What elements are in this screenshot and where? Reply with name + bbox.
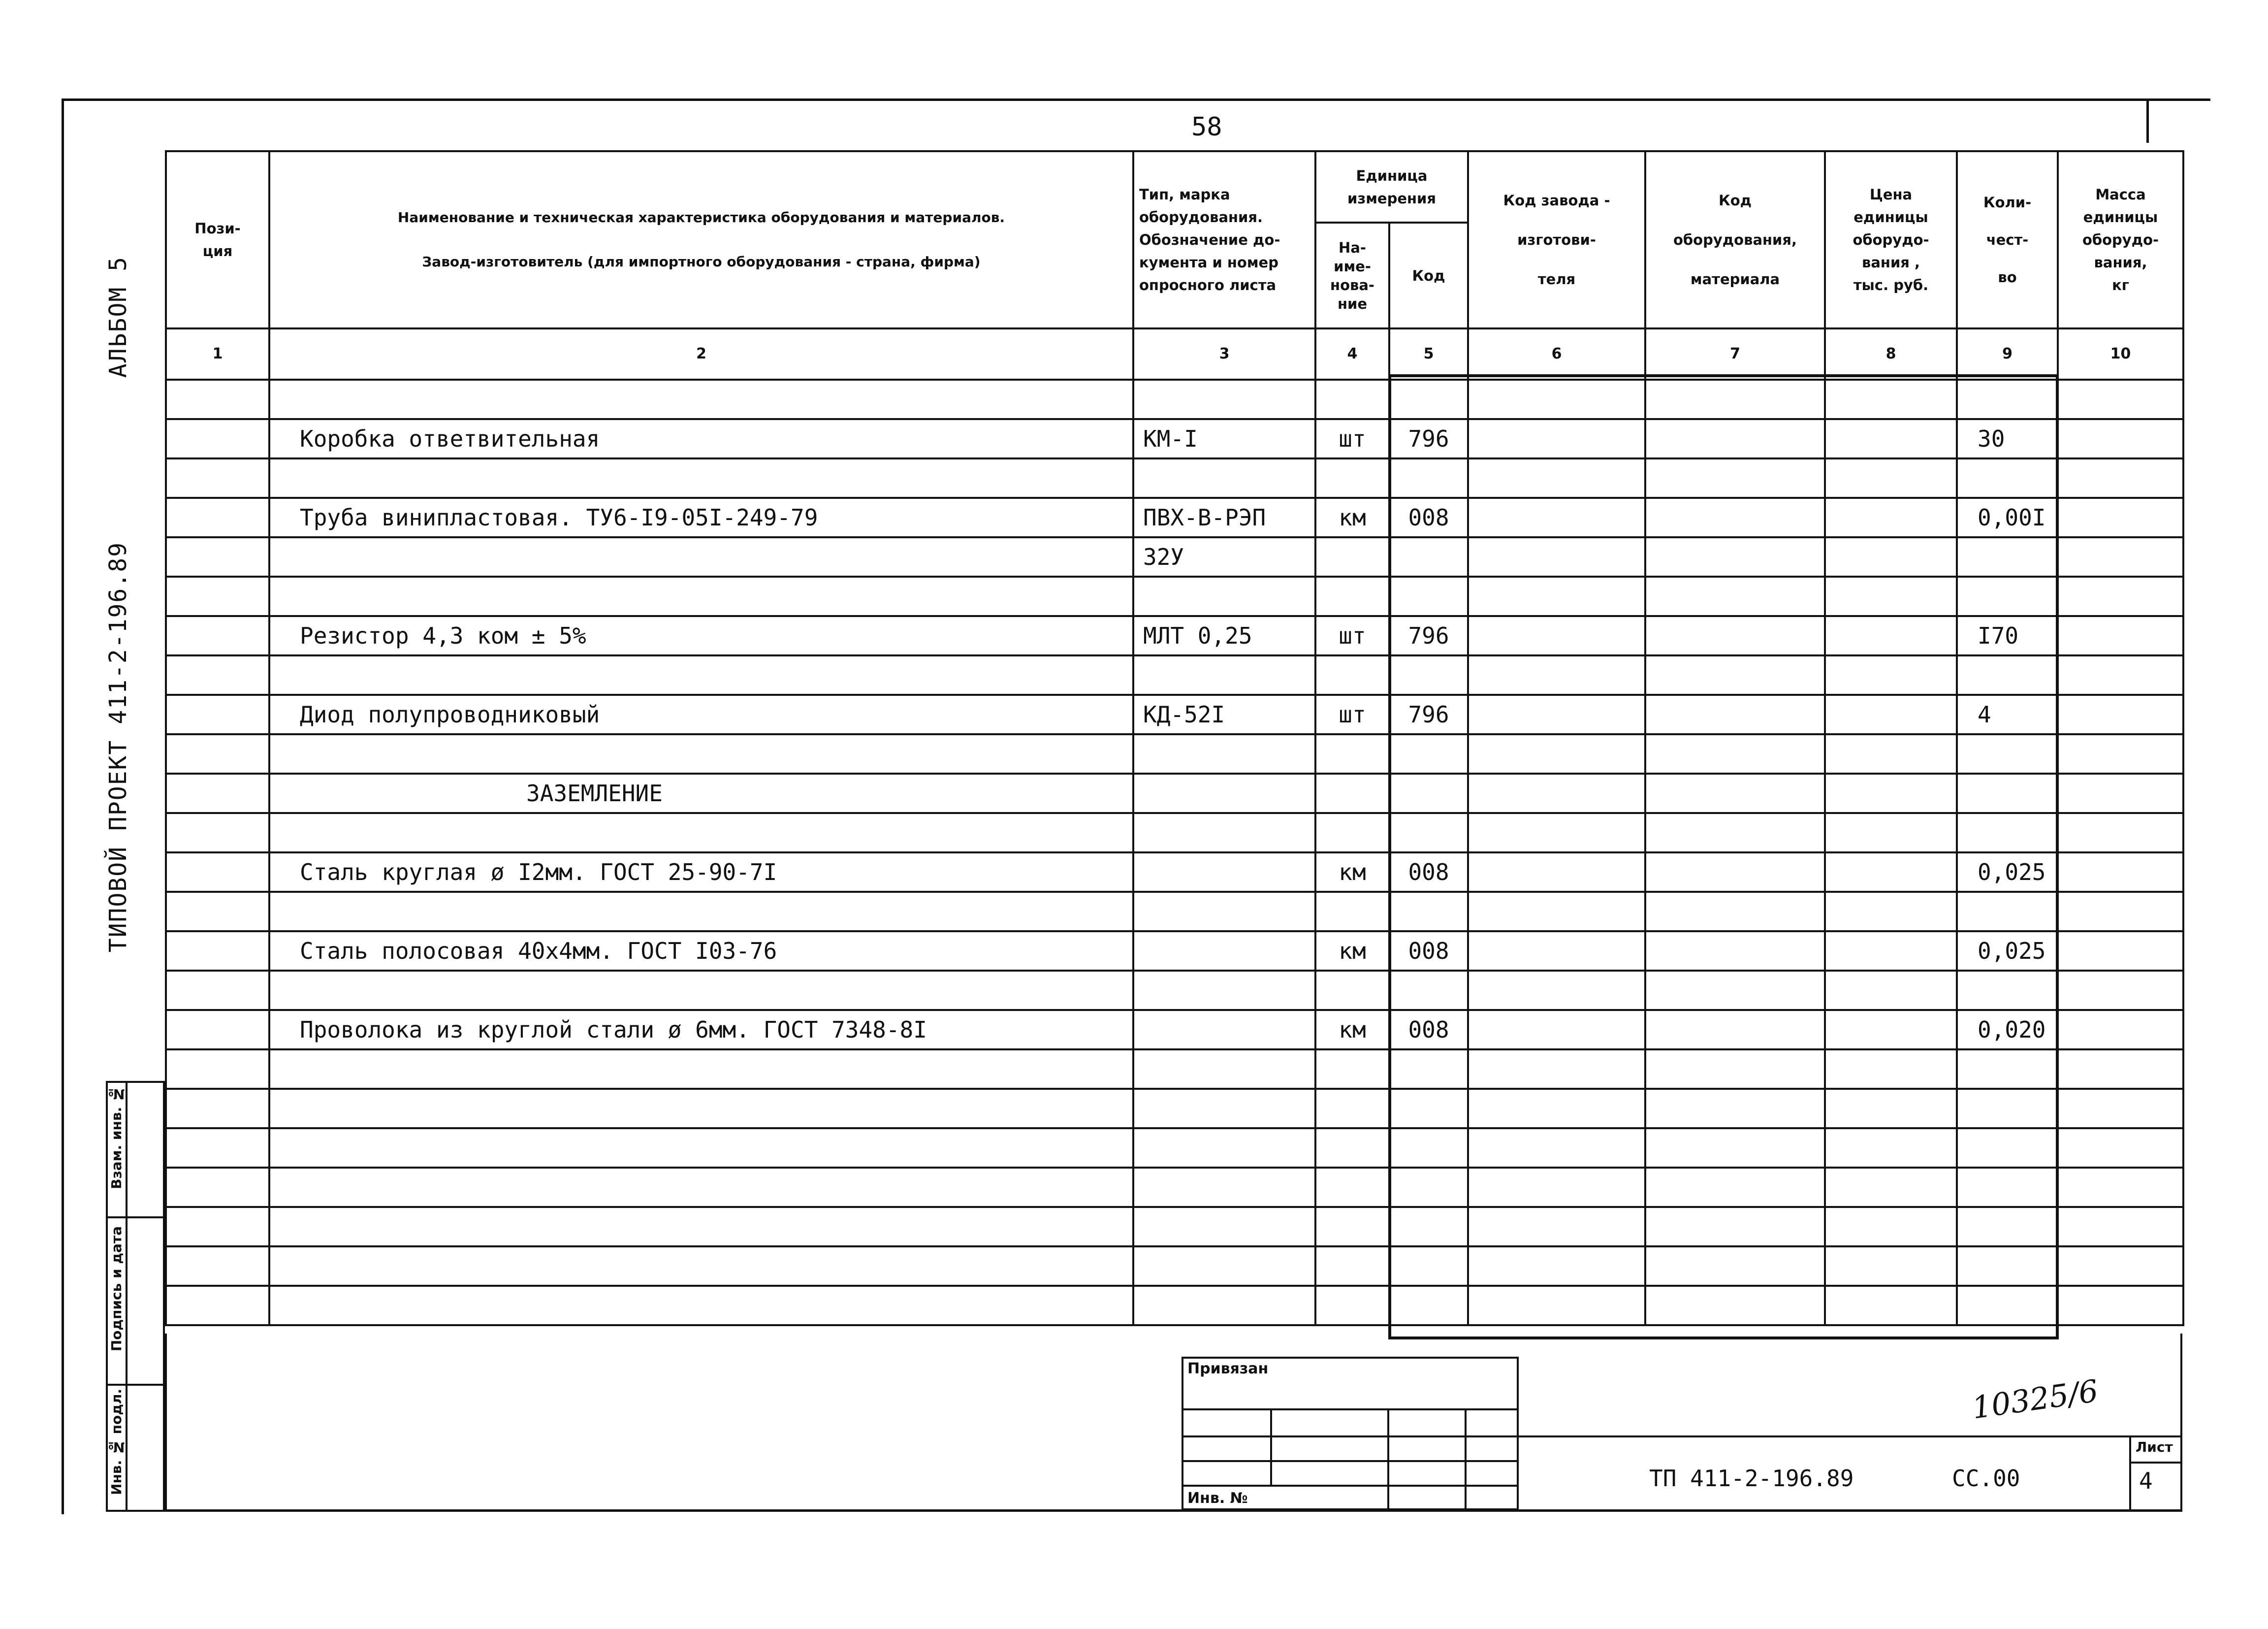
stamp-vline — [1387, 1408, 1389, 1510]
name-cell — [269, 892, 1133, 931]
header-name-line1: Наименование и техническая характеристика оборудования и материалов. — [397, 209, 1005, 226]
name-cell — [269, 380, 1133, 419]
position-cell — [166, 774, 269, 813]
type-cell — [1133, 458, 1315, 498]
unit-name-cell — [1315, 734, 1389, 774]
header-mass: Масса единицы оборудо- вания, кг — [2058, 151, 2183, 328]
stamp-line — [1182, 1460, 1519, 1462]
frame-corner-mark — [2146, 98, 2210, 143]
column-number: 5 — [1389, 328, 1468, 380]
quantity-cell: 0,025 — [1957, 931, 2058, 971]
name-cell: Сталь круглая ø I2мм. ГОСТ 25-90-7I — [269, 852, 1133, 892]
project-label: ТИПОВОЙ ПРОЕКТ 411-2-196.89 — [104, 542, 132, 953]
unit-name-cell — [1315, 892, 1389, 931]
unit-name-cell — [1315, 577, 1389, 616]
mass-cell — [2058, 971, 2183, 1010]
mass-cell — [2058, 852, 2183, 892]
position-cell — [166, 419, 269, 458]
quantity-cell: I70 — [1957, 616, 2058, 655]
type-cell — [1133, 1246, 1315, 1286]
left-strip-divider — [126, 1081, 128, 1512]
type-cell — [1133, 577, 1315, 616]
mass-cell — [2058, 734, 2183, 774]
unit-code-cell: 008 — [1389, 1010, 1468, 1049]
quantity-cell: 0,020 — [1957, 1010, 2058, 1049]
unit-code-cell: 796 — [1389, 695, 1468, 734]
page-number: 58 — [1191, 112, 1222, 142]
header-maker-code: Код завода - изготови- теля — [1468, 151, 1645, 328]
name-cell — [269, 1049, 1133, 1089]
type-cell — [1133, 1089, 1315, 1128]
type-cell — [1133, 774, 1315, 813]
unit-name-cell — [1315, 537, 1389, 577]
unit-name-cell — [1315, 655, 1389, 695]
mass-cell — [2058, 1168, 2183, 1207]
binding-stamp — [1182, 1357, 1519, 1510]
highlight-block-border — [1388, 374, 2059, 1339]
unit-name-cell — [1315, 1286, 1389, 1325]
unit-name-cell: шт — [1315, 695, 1389, 734]
name-cell — [269, 1168, 1133, 1207]
mass-cell — [2058, 1286, 2183, 1325]
type-cell: 32У — [1133, 537, 1315, 577]
mass-cell — [2058, 774, 2183, 813]
type-cell — [1133, 1128, 1315, 1168]
header-unit-group: Единица измерения — [1315, 151, 1468, 223]
type-cell — [1133, 1286, 1315, 1325]
position-cell — [166, 380, 269, 419]
mass-cell — [2058, 419, 2183, 458]
signature-date-label: Подпись и дата — [108, 1226, 125, 1352]
unit-name-cell — [1315, 380, 1389, 419]
position-cell — [166, 537, 269, 577]
mass-cell — [2058, 813, 2183, 852]
quantity-cell: 4 — [1957, 695, 2058, 734]
unit-name-cell: км — [1315, 1010, 1389, 1049]
mass-cell — [2058, 380, 2183, 419]
position-cell — [166, 1168, 269, 1207]
mass-cell — [2058, 616, 2183, 655]
unit-name-cell: км — [1315, 852, 1389, 892]
type-cell — [1133, 813, 1315, 852]
position-cell — [166, 1207, 269, 1246]
header-unit-code: Код — [1389, 223, 1468, 328]
column-number: 4 — [1315, 328, 1389, 380]
position-cell — [166, 892, 269, 931]
column-number: 10 — [2058, 328, 2183, 380]
unit-name-cell — [1315, 1246, 1389, 1286]
position-cell — [166, 458, 269, 498]
sheet-box-line — [2129, 1462, 2182, 1464]
column-number: 2 — [269, 328, 1133, 380]
stamp-vline — [1270, 1408, 1272, 1485]
header-name-line2: Завод-изготовитель (для импортного оборудования - страна, фирма) — [422, 254, 981, 270]
name-cell: Диод полупроводниковый — [269, 695, 1133, 734]
mass-cell — [2058, 577, 2183, 616]
name-cell: ЗАЗЕМЛЕНИЕ — [269, 774, 1133, 813]
name-cell: Труба винипластовая. ТУ6-I9-05I-249-79 — [269, 498, 1133, 537]
type-cell — [1133, 892, 1315, 931]
column-number: 3 — [1133, 328, 1315, 380]
name-cell — [269, 734, 1133, 774]
position-cell — [166, 852, 269, 892]
mass-cell — [2058, 1207, 2183, 1246]
name-cell — [269, 1246, 1133, 1286]
position-cell — [166, 655, 269, 695]
mass-cell — [2058, 537, 2183, 577]
sheet-label: Лист — [2136, 1439, 2173, 1455]
inv-podl-label: Инв. № подл. — [108, 1389, 125, 1495]
name-cell — [269, 971, 1133, 1010]
type-cell — [1133, 1049, 1315, 1089]
unit-name-cell: км — [1315, 498, 1389, 537]
stamp-line — [1182, 1485, 1519, 1487]
unit-code-cell: 008 — [1389, 852, 1468, 892]
position-cell — [166, 1128, 269, 1168]
name-cell — [269, 537, 1133, 577]
position-cell — [166, 1010, 269, 1049]
title-block-top — [1519, 1435, 2182, 1437]
unit-code-cell: 796 — [1389, 616, 1468, 655]
unit-name-cell — [1315, 1089, 1389, 1128]
unit-code-cell: 796 — [1389, 419, 1468, 458]
unit-name-cell — [1315, 1049, 1389, 1089]
column-number: 8 — [1825, 328, 1957, 380]
position-cell — [166, 498, 269, 537]
name-cell — [269, 1128, 1133, 1168]
column-number: 7 — [1645, 328, 1825, 380]
mass-cell — [2058, 1049, 2183, 1089]
unit-name-cell — [1315, 458, 1389, 498]
column-number: 6 — [1468, 328, 1645, 380]
column-number: 1 — [166, 328, 269, 380]
type-cell — [1133, 852, 1315, 892]
name-cell — [269, 1286, 1133, 1325]
mass-cell — [2058, 1010, 2183, 1049]
position-cell — [166, 695, 269, 734]
type-cell: КД-52I — [1133, 695, 1315, 734]
header-price: Цена единицы оборудо- вания , тыс. руб. — [1825, 151, 1957, 328]
unit-name-cell — [1315, 1168, 1389, 1207]
type-cell: КМ-I — [1133, 419, 1315, 458]
stamp-vline — [1465, 1408, 1467, 1510]
unit-name-cell: шт — [1315, 419, 1389, 458]
mass-cell — [2058, 1128, 2183, 1168]
left-strip-sep — [106, 1384, 165, 1386]
name-cell — [269, 458, 1133, 498]
type-cell — [1133, 931, 1315, 971]
name-cell — [269, 655, 1133, 695]
position-cell — [166, 971, 269, 1010]
position-cell — [166, 734, 269, 774]
type-cell — [1133, 1168, 1315, 1207]
unit-name-cell — [1315, 971, 1389, 1010]
header-quantity: Коли- чест- во — [1957, 151, 2058, 328]
unit-name-cell — [1315, 813, 1389, 852]
left-strip-sep — [106, 1216, 165, 1218]
mass-cell — [2058, 498, 2183, 537]
name-cell: Резистор 4,3 ком ± 5% — [269, 616, 1133, 655]
vzam-inv-label: Взам. инв. № — [108, 1086, 125, 1189]
mass-cell — [2058, 1246, 2183, 1286]
album-label: АЛЬБОМ 5 — [104, 256, 132, 378]
type-cell — [1133, 380, 1315, 419]
mass-cell — [2058, 695, 2183, 734]
unit-code-cell: 008 — [1389, 931, 1468, 971]
unit-name-cell: шт — [1315, 616, 1389, 655]
inv-number-label: Инв. № — [1187, 1490, 1248, 1507]
quantity-cell: 0,025 — [1957, 852, 2058, 892]
position-cell — [166, 931, 269, 971]
unit-name-cell — [1315, 774, 1389, 813]
name-cell — [269, 1089, 1133, 1128]
stamp-line — [1182, 1408, 1519, 1410]
type-cell — [1133, 1010, 1315, 1049]
mass-cell — [2058, 458, 2183, 498]
type-cell — [1133, 734, 1315, 774]
type-cell: ПВХ-В-РЭП — [1133, 498, 1315, 537]
document-mark: СС.00 — [1952, 1465, 2020, 1492]
header-equipment-code: Код оборудования, материала — [1645, 151, 1825, 328]
type-cell: МЛТ 0,25 — [1133, 616, 1315, 655]
header-type: Тип, марка оборудования. Обозначение до- кумента и номер опросного листа — [1133, 151, 1315, 328]
binding-label: Привязан — [1187, 1360, 1269, 1377]
position-cell — [166, 1286, 269, 1325]
mass-cell — [2058, 931, 2183, 971]
type-cell — [1133, 1207, 1315, 1246]
mass-cell — [2058, 892, 2183, 931]
mass-cell — [2058, 655, 2183, 695]
name-cell: Проволока из круглой стали ø 6мм. ГОСТ 7348-8I — [269, 1010, 1133, 1049]
header-position: Пози- ция — [166, 151, 269, 328]
quantity-cell: 0,00I — [1957, 498, 2058, 537]
stamp-area — [165, 1334, 2182, 1512]
position-cell — [166, 1246, 269, 1286]
name-cell: Коробка ответвительная — [269, 419, 1133, 458]
header-name — [269, 151, 1133, 328]
mass-cell — [2058, 1089, 2183, 1128]
name-cell — [269, 813, 1133, 852]
position-cell — [166, 1089, 269, 1128]
sheet-number: 4 — [2139, 1467, 2153, 1494]
position-cell — [166, 813, 269, 852]
header-unit-name: На- име- нова- ние — [1315, 223, 1389, 328]
quantity-cell: 30 — [1957, 419, 2058, 458]
name-cell: Сталь полосовая 40х4мм. ГОСТ I03-76 — [269, 931, 1133, 971]
position-cell — [166, 1049, 269, 1089]
name-cell — [269, 577, 1133, 616]
type-cell — [1133, 971, 1315, 1010]
unit-name-cell — [1315, 1207, 1389, 1246]
type-cell — [1133, 655, 1315, 695]
column-number: 9 — [1957, 328, 2058, 380]
unit-code-cell: 008 — [1389, 498, 1468, 537]
position-cell — [166, 616, 269, 655]
handwritten-number: 10325/6 — [1970, 1372, 2101, 1426]
position-cell — [166, 577, 269, 616]
unit-name-cell: км — [1315, 931, 1389, 971]
unit-name-cell — [1315, 1128, 1389, 1168]
document-code: ТП 411-2-196.89 — [1649, 1465, 1854, 1492]
stamp-line — [1182, 1435, 1519, 1437]
name-cell — [269, 1207, 1133, 1246]
